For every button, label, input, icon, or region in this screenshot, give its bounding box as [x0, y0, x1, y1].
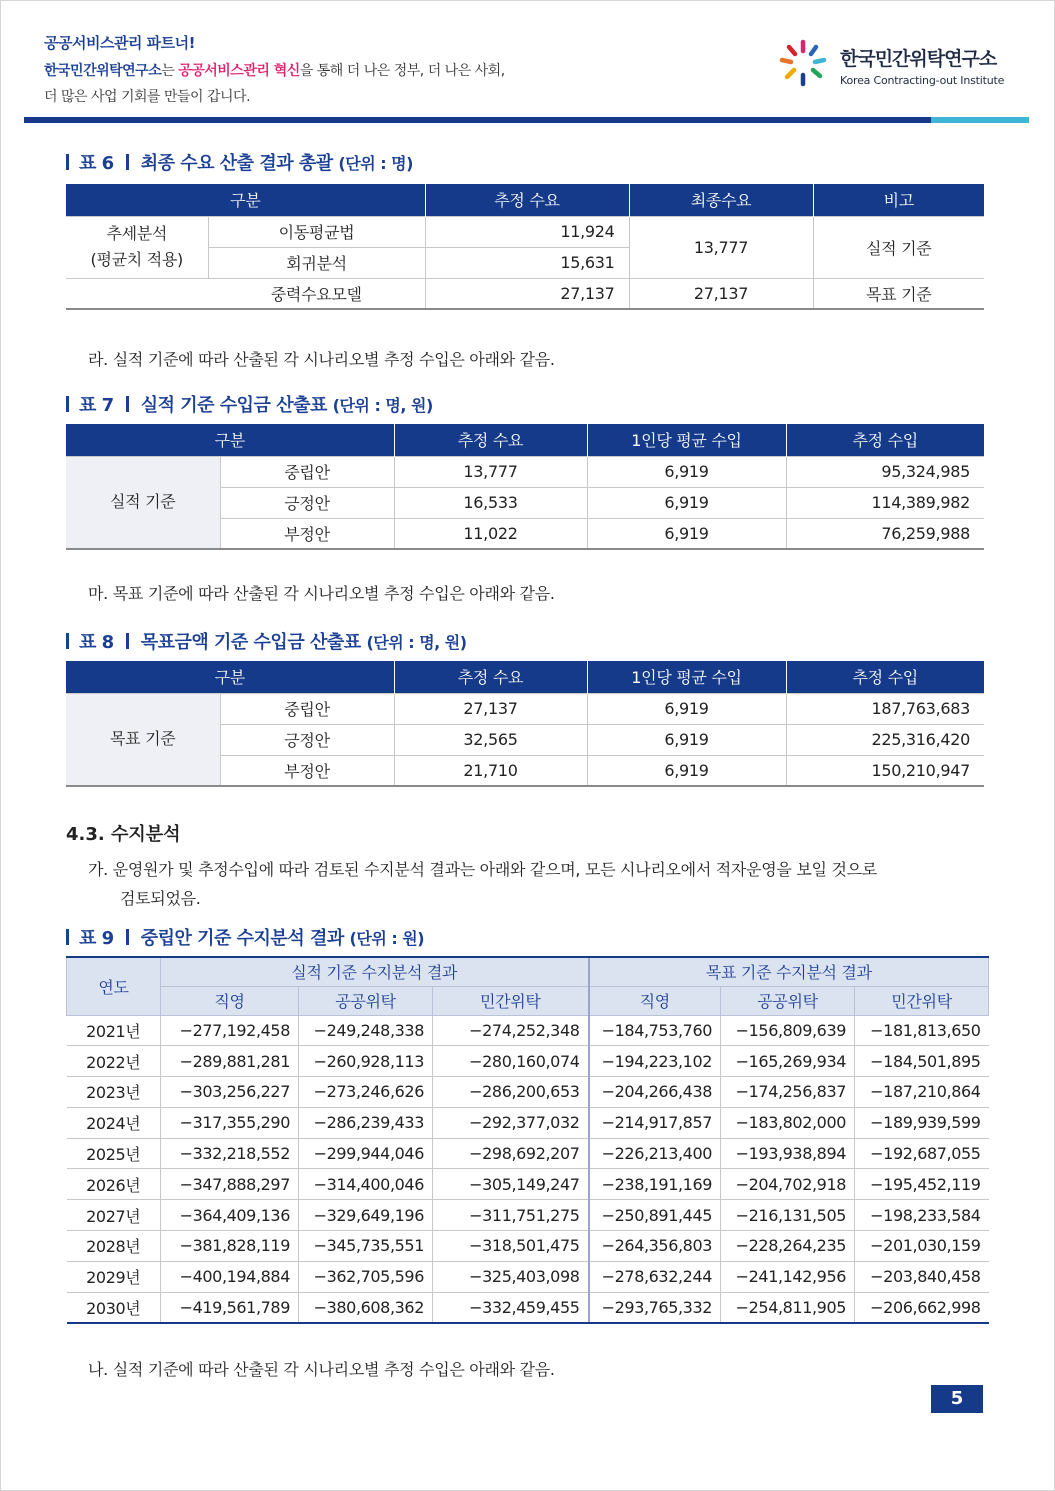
table9-title: 중립안 기준 수지분석 결과	[140, 928, 344, 949]
table-row	[66, 278, 984, 309]
table-row	[66, 456, 984, 487]
table9-value: −192,687,055	[855, 1138, 989, 1169]
paragraph-na: 나. 실적 기준에 따라 산출된 각 시나리오별 추정 수입은 아래와 같음.	[88, 1360, 555, 1379]
table9-value: −214,917,857	[589, 1107, 721, 1138]
table7-avg: 6,919	[587, 518, 786, 549]
table7-scenario: 부정안	[220, 518, 394, 549]
table-row	[67, 1292, 989, 1323]
table6-estimate: 11,924	[425, 216, 629, 247]
table9-value: −198,233,584	[855, 1200, 989, 1231]
intro-highlight: 공공서비스관리 혁신	[178, 63, 300, 79]
table9-value: −292,377,032	[433, 1107, 589, 1138]
table9-year: 2030년	[67, 1292, 161, 1323]
caption-bar	[66, 929, 69, 945]
logo-mark-icon	[778, 38, 828, 88]
table9-value: −298,692,207	[433, 1138, 589, 1169]
table9-value: −273,246,626	[299, 1077, 433, 1108]
table7-demand: 11,022	[394, 518, 587, 549]
table7-demand: 13,777	[394, 456, 587, 487]
table9-value: −329,649,196	[299, 1200, 433, 1231]
table7-scenario: 중립안	[220, 456, 394, 487]
table9-value: −250,891,445	[589, 1200, 721, 1231]
table8-avg: 6,919	[587, 724, 786, 755]
header-divider-bar	[24, 117, 1029, 123]
table8-scenario: 중립안	[220, 693, 394, 724]
table9-value: −318,501,475	[433, 1231, 589, 1262]
table6-unit: (단위 : 명)	[338, 154, 413, 173]
table8-scenario: 부정안	[220, 755, 394, 786]
table8-title: 목표금액 기준 수입금 산출표	[140, 632, 361, 653]
table7-header-row	[66, 424, 984, 456]
table-row	[67, 1261, 989, 1292]
table9-value: −277,192,458	[161, 1015, 299, 1046]
table7-demand: 16,533	[394, 487, 587, 518]
table6-header-category: 구분	[66, 184, 425, 216]
table8	[66, 661, 984, 787]
table9-year: 2028년	[67, 1231, 161, 1262]
paragraph-ga-cont: 검토되었음.	[120, 889, 201, 908]
table8-header-demand: 추정 수요	[394, 661, 587, 693]
table9-subheader-row	[67, 986, 989, 1015]
table7-header-income: 추정 수입	[786, 424, 984, 456]
table9-value: −193,938,894	[721, 1138, 855, 1169]
table9-year: 2022년	[67, 1046, 161, 1077]
table9-value: −228,264,235	[721, 1231, 855, 1262]
table9-value: −325,403,098	[433, 1261, 589, 1292]
table6-method: 이동평균법	[208, 216, 425, 247]
table8-avg: 6,919	[587, 755, 786, 786]
table9-value: −226,213,400	[589, 1138, 721, 1169]
table6-header-estimate: 추정 수요	[425, 184, 629, 216]
table8-income: 150,210,947	[786, 755, 984, 786]
table9-subheader: 민간위탁	[433, 986, 589, 1015]
table9-year: 2025년	[67, 1138, 161, 1169]
page-number: 5	[931, 1385, 983, 1413]
table6-header-note: 비고	[813, 184, 984, 216]
table6-final-value: 27,137	[629, 278, 813, 309]
table9-value: −174,256,837	[721, 1077, 855, 1108]
table9-year: 2026년	[67, 1169, 161, 1200]
table8-scenario: 긍정안	[220, 724, 394, 755]
table9-unit: (단위 : 원)	[349, 929, 425, 948]
table9-value: −254,811,905	[721, 1292, 855, 1323]
table9-header-target: 목표 기준 수지분석 결과	[589, 957, 989, 986]
header-tagline: 공공서비스관리 파트너!	[44, 34, 195, 52]
table9-subheader: 공공위탁	[299, 986, 433, 1015]
table8-number: 표 8	[79, 632, 114, 653]
table7-income: 76,259,988	[786, 518, 984, 549]
table9-value: −299,944,046	[299, 1138, 433, 1169]
table9-value: −305,149,247	[433, 1169, 589, 1200]
table6-group-sublabel: (평균치 적용)	[90, 250, 183, 269]
table6-note: 목표 기준	[813, 278, 984, 309]
paragraph-ra: 라. 실적 기준에 따라 산출된 각 시나리오별 추정 수입은 아래와 같음.	[88, 350, 555, 369]
table-row	[67, 1046, 989, 1077]
table7-unit: (단위 : 명, 원)	[332, 396, 433, 415]
table8-unit: (단위 : 명, 원)	[366, 633, 467, 652]
table9-value: −189,939,599	[855, 1107, 989, 1138]
table9-value: −293,765,332	[589, 1292, 721, 1323]
table7	[66, 424, 984, 550]
table7-group: 실적 기준	[66, 456, 220, 549]
table6-estimate: 27,137	[425, 278, 629, 309]
table6-final-value: 13,777	[629, 216, 813, 278]
table7-scenario: 긍정안	[220, 487, 394, 518]
table6	[66, 184, 984, 310]
table7-header-avg: 1인당 평균 수입	[587, 424, 786, 456]
table9-value: −400,194,884	[161, 1261, 299, 1292]
table8-income: 225,316,420	[786, 724, 984, 755]
table9-value: −260,928,113	[299, 1046, 433, 1077]
table6-header-final: 최종수요	[629, 184, 813, 216]
intro-org-name: 한국민간위탁연구소	[44, 63, 162, 79]
table8-income: 187,763,683	[786, 693, 984, 724]
table9-value: −364,409,136	[161, 1200, 299, 1231]
table6-method: 회귀분석	[208, 247, 425, 278]
table9-value: −332,459,455	[433, 1292, 589, 1323]
table7-header-demand: 추정 수요	[394, 424, 587, 456]
table9	[66, 956, 989, 1324]
table9-value: −238,191,169	[589, 1169, 721, 1200]
table9-value: −181,813,650	[855, 1015, 989, 1046]
table8-caption	[66, 628, 467, 654]
table-row	[67, 1200, 989, 1231]
header-intro-line2: 더 많은 사업 기회를 만들이 갑니다.	[44, 89, 251, 105]
table9-value: −311,751,275	[433, 1200, 589, 1231]
table6-number: 표 6	[79, 153, 114, 174]
table9-value: −241,142,956	[721, 1261, 855, 1292]
table6-group-cell	[66, 216, 208, 278]
logo-korean-name: 한국민간위탁연구소	[840, 48, 997, 70]
table6-caption	[66, 149, 413, 175]
table6-header-row	[66, 184, 984, 216]
table-row	[67, 1077, 989, 1108]
table9-value: −286,200,653	[433, 1077, 589, 1108]
table8-group: 목표 기준	[66, 693, 220, 786]
intro-rest: 을 통해 더 나은 정부, 더 나은 사회,	[299, 63, 505, 79]
table-row	[67, 1169, 989, 1200]
table9-value: −204,702,918	[721, 1169, 855, 1200]
table9-subheader: 민간위탁	[855, 986, 989, 1015]
paragraph-ga: 가. 운영원가 및 추정수입에 따라 검토된 수지분석 결과는 아래와 같으며, 모든 시나리오에서 적자운영을 보일 것으로	[88, 860, 877, 879]
table9-value: −184,753,760	[589, 1015, 721, 1046]
table7-header-category: 구분	[66, 424, 394, 456]
caption-bar	[66, 396, 69, 412]
table9-value: −362,705,596	[299, 1261, 433, 1292]
table9-caption	[66, 924, 424, 950]
table9-value: −187,210,864	[855, 1077, 989, 1108]
table9-value: −156,809,639	[721, 1015, 855, 1046]
table9-year: 2027년	[67, 1200, 161, 1231]
table7-avg: 6,919	[587, 487, 786, 518]
table9-number: 표 9	[79, 928, 114, 949]
table9-value: −206,662,998	[855, 1292, 989, 1323]
table9-value: −195,452,119	[855, 1169, 989, 1200]
institute-logo	[778, 36, 1018, 92]
caption-bar	[126, 396, 129, 412]
intro-mid: 는	[161, 63, 179, 79]
table7-income: 95,324,985	[786, 456, 984, 487]
table9-year: 2029년	[67, 1261, 161, 1292]
table-row	[67, 1015, 989, 1046]
caption-bar	[126, 929, 129, 945]
table6-note: 실적 기준	[813, 216, 984, 278]
table9-year: 2024년	[67, 1107, 161, 1138]
table8-demand: 21,710	[394, 755, 587, 786]
table9-value: −249,248,338	[299, 1015, 433, 1046]
header-divider-accent	[931, 117, 1029, 123]
table9-value: −280,160,074	[433, 1046, 589, 1077]
table7-income: 114,389,982	[786, 487, 984, 518]
table9-value: −201,030,159	[855, 1231, 989, 1262]
table-row	[67, 1107, 989, 1138]
table9-year: 2023년	[67, 1077, 161, 1108]
table9-value: −274,252,348	[433, 1015, 589, 1046]
table-row	[66, 693, 984, 724]
table9-value: −303,256,227	[161, 1077, 299, 1108]
table9-value: −165,269,934	[721, 1046, 855, 1077]
table9-value: −345,735,551	[299, 1231, 433, 1262]
table-row	[67, 1231, 989, 1262]
table6-method: 중력수요모델	[66, 278, 425, 309]
table9-body	[67, 1015, 989, 1323]
table6-title: 최종 수요 산출 결과 총괄	[140, 153, 333, 174]
table6-group-label: 추세분석	[106, 224, 168, 243]
table9-value: −419,561,789	[161, 1292, 299, 1323]
table8-header-row	[66, 661, 984, 693]
table9-value: −278,632,244	[589, 1261, 721, 1292]
table9-value: −314,400,046	[299, 1169, 433, 1200]
table9-value: −203,840,458	[855, 1261, 989, 1292]
table8-header-category: 구분	[66, 661, 394, 693]
table9-subheader: 직영	[161, 986, 299, 1015]
header-intro	[44, 60, 505, 80]
table9-value: −380,608,362	[299, 1292, 433, 1323]
logo-english-name: Korea Contracting-out Institute	[840, 74, 1005, 87]
table9-value: −184,501,895	[855, 1046, 989, 1077]
table8-avg: 6,919	[587, 693, 786, 724]
table8-header-avg: 1인당 평균 수입	[587, 661, 786, 693]
table8-header-income: 추정 수입	[786, 661, 984, 693]
page-header	[44, 30, 1012, 110]
caption-bar	[126, 154, 129, 170]
table9-value: −264,356,803	[589, 1231, 721, 1262]
table9-value: −317,355,290	[161, 1107, 299, 1138]
table9-year: 2021년	[67, 1015, 161, 1046]
table7-number: 표 7	[79, 395, 114, 416]
table7-title: 실적 기준 수입금 산출표	[140, 395, 327, 416]
table9-value: −381,828,119	[161, 1231, 299, 1262]
table9-value: −216,131,505	[721, 1200, 855, 1231]
caption-bar	[66, 154, 69, 170]
table9-header-row	[67, 957, 989, 986]
table7-avg: 6,919	[587, 456, 786, 487]
table9-subheader: 직영	[589, 986, 721, 1015]
table9-value: −204,266,438	[589, 1077, 721, 1108]
table9-value: −286,239,433	[299, 1107, 433, 1138]
section-title: 4.3. 수지분석	[66, 824, 181, 845]
table7-caption	[66, 391, 433, 417]
paragraph-ma: 마. 목표 기준에 따라 산출된 각 시나리오별 추정 수입은 아래와 같음.	[88, 584, 555, 603]
caption-bar	[66, 633, 69, 649]
table9-value: −183,802,000	[721, 1107, 855, 1138]
caption-bar	[126, 633, 129, 649]
table8-demand: 27,137	[394, 693, 587, 724]
table9-header-actual: 실적 기준 수지분석 결과	[161, 957, 589, 986]
table9-value: −332,218,552	[161, 1138, 299, 1169]
table9-value: −194,223,102	[589, 1046, 721, 1077]
table6-estimate: 15,631	[425, 247, 629, 278]
table-row	[67, 1138, 989, 1169]
table9-value: −289,881,281	[161, 1046, 299, 1077]
table9-subheader: 공공위탁	[721, 986, 855, 1015]
table8-demand: 32,565	[394, 724, 587, 755]
table9-value: −347,888,297	[161, 1169, 299, 1200]
table-row	[66, 216, 984, 247]
table9-header-year: 연도	[67, 957, 161, 1015]
